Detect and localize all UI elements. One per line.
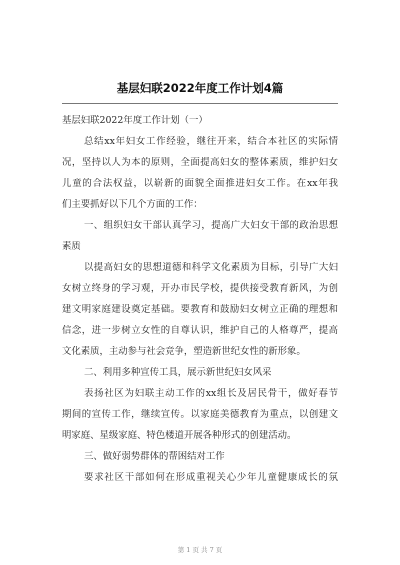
paragraph-line: 表扬社区为妇联主动工作的xx组长及居民骨干，做好春节: [84, 388, 338, 399]
document-title: 基层妇联2022年度工作计划4篇: [116, 81, 284, 95]
subheading-line: 素质: [62, 241, 81, 252]
paragraph-line: 明家庭、星级家庭、特色楼道开展各种形式的创建活动。: [62, 430, 297, 441]
section-heading: 基层妇联2022年度工作计划（一）: [62, 115, 208, 126]
paragraph-line: 总结xx年妇女工作经验，继往开来，结合本社区的实际情: [84, 136, 338, 147]
paragraph-line: 信念，进一步树立女性的自尊认识，维护自己的人格尊严，提高: [62, 325, 338, 336]
paragraph-line: 儿童的合法权益，以崭新的面貌全面推进妇女工作。在xx年我: [62, 178, 338, 189]
subheading-line: 二、利用多种宣传工具，展示新世纪妇女风采: [84, 367, 272, 378]
paragraph-line: 建文明家庭建设奠定基础。要教育和鼓励妇女树立正确的理想和: [62, 304, 338, 315]
title-underline: [62, 103, 338, 104]
paragraph-line: 文化素质，主动参与社会竞争，塑造新世纪女性的新形象。: [62, 346, 306, 357]
paragraph-line: 要求社区干部如何在形成重视关心少年儿童健康成长的氛: [84, 472, 338, 483]
paragraph-line: 况，坚持以人为本的原则，全面提高妇女的整体素质，维护妇女: [62, 157, 338, 168]
paragraph-line: 女树立终身的学习观，开办市民学校，提供接受教育新风，为创: [62, 283, 338, 294]
subheading-line: 三、做好弱势群体的帮困结对工作: [84, 451, 225, 462]
page-footer: 第 1 页 共 7 页: [177, 546, 223, 554]
paragraph-line: 们主要抓好以下几个方面的工作：: [62, 199, 203, 210]
paragraph-line: 以提高妇女的思想道德和科学文化素质为目标，引导广大妇: [84, 262, 338, 273]
subheading-line: 一、组织妇女干部认真学习，提高广大妇女干部的政治思想: [84, 220, 338, 231]
paragraph-line: 期间的宣传工作，继续宣传。以家庭美德教育为重点，以创建文: [62, 409, 338, 420]
